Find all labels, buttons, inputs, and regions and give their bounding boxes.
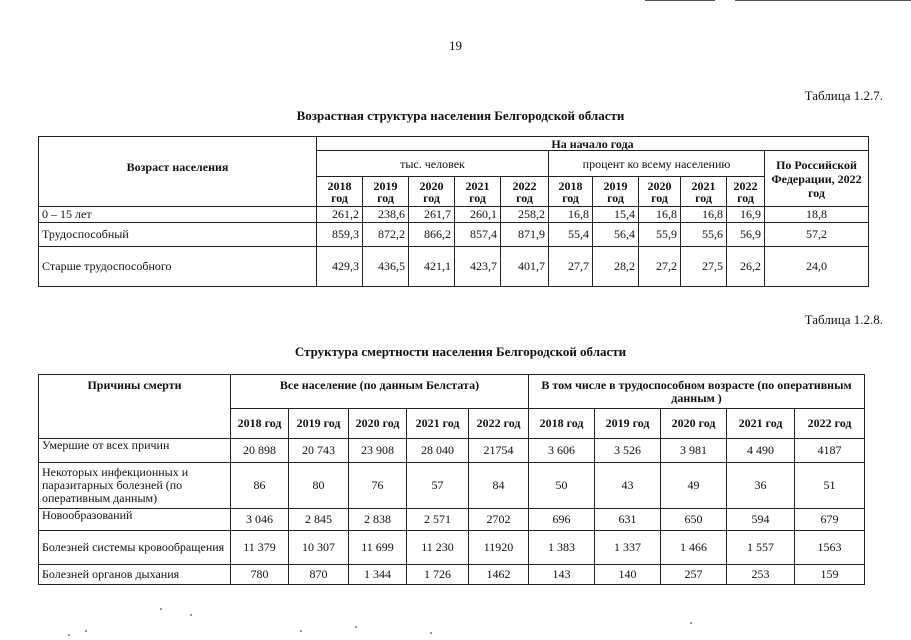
table-cell: 10 307	[289, 531, 349, 565]
table-cell: 631	[595, 509, 661, 531]
year-header: 2021 год	[407, 409, 469, 439]
row-label: Болезней системы кровообращения	[39, 531, 231, 565]
top-rule-left	[645, 0, 715, 1]
table2-caption: Таблица 1.2.8.	[804, 312, 883, 327]
table-cell: 401,7	[501, 247, 549, 287]
table-cell: 872,2	[363, 223, 409, 247]
table-cell: 1563	[795, 531, 865, 565]
table-cell: 2 571	[407, 509, 469, 531]
scan-speck	[68, 634, 70, 636]
table-cell: 238,6	[363, 207, 409, 223]
all-population-header: Все население (по данным Белстата)	[231, 375, 529, 409]
scan-speck	[85, 630, 87, 632]
table-cell: 2 838	[349, 509, 407, 531]
table-cell: 28,2	[593, 247, 639, 287]
table-row	[39, 565, 865, 585]
year-header: 2020 год	[409, 177, 455, 207]
table-cell: 76	[349, 463, 407, 509]
table-cell: 84	[469, 463, 529, 509]
table-cell: 21754	[469, 439, 529, 463]
table-cell: 11920	[469, 531, 529, 565]
table1-title: Возрастная структура населения Белгородской области	[296, 108, 625, 123]
table-cell: 4187	[795, 439, 865, 463]
table-row	[39, 439, 865, 463]
page-number: 19	[449, 38, 462, 53]
table-cell: 43	[595, 463, 661, 509]
year-header: 2022 год	[727, 177, 765, 207]
table-cell: 3 981	[661, 439, 727, 463]
year-header: 2019 год	[593, 177, 639, 207]
table-cell: 36	[727, 463, 795, 509]
year-header: 2018 год	[529, 409, 595, 439]
table-cell: 55,9	[639, 223, 681, 247]
table-cell: 16,8	[639, 207, 681, 223]
rf-header: По Российской Федерации, 2022 год	[765, 151, 869, 207]
table-cell: 253	[727, 565, 795, 585]
year-header: 2021 год	[681, 177, 727, 207]
row-label: Новообразований	[39, 509, 231, 531]
table-cell: 1 344	[349, 565, 407, 585]
period-header: На начало года	[317, 137, 869, 151]
table-cell: 1 383	[529, 531, 595, 565]
age-column-header: Возраст населения	[39, 137, 317, 207]
table-cell: 27,2	[639, 247, 681, 287]
table-cell: 27,7	[549, 247, 593, 287]
table-cell: 16,9	[727, 207, 765, 223]
table-cell: 261,2	[317, 207, 363, 223]
table-cell: 421,1	[409, 247, 455, 287]
table-cell: 20 743	[289, 439, 349, 463]
cause-column-header: Причины смерти	[39, 375, 231, 439]
table-cell: 28 040	[407, 439, 469, 463]
year-header: 2020 год	[639, 177, 681, 207]
table-cell: 55,6	[681, 223, 727, 247]
absolute-group-header: тыс. человек	[317, 151, 549, 177]
age-structure-table	[38, 136, 869, 287]
table-cell: 26,2	[727, 247, 765, 287]
table-cell: 16,8	[681, 207, 727, 223]
scan-speck	[690, 622, 692, 624]
table-cell: 2702	[469, 509, 529, 531]
table-cell: 257	[661, 565, 727, 585]
table-cell: 857,4	[455, 223, 501, 247]
table-row	[39, 509, 865, 531]
year-header: 2019 год	[289, 409, 349, 439]
table-cell: 27,5	[681, 247, 727, 287]
table-cell: 429,3	[317, 247, 363, 287]
mortality-structure-table	[38, 374, 865, 585]
table-cell: 696	[529, 509, 595, 531]
year-header: 2022 год	[501, 177, 549, 207]
table-cell: 51	[795, 463, 865, 509]
working-age-header: В том числе в трудоспособном возрасте (по оперативным данным )	[529, 375, 865, 409]
year-header: 2022 год	[469, 409, 529, 439]
table-cell: 2 845	[289, 509, 349, 531]
year-header: 2018 год	[317, 177, 363, 207]
table-cell: 1 557	[727, 531, 795, 565]
table-cell: 859,3	[317, 223, 363, 247]
table-row	[39, 247, 869, 287]
table-cell: 3 046	[231, 509, 289, 531]
table-cell: 20 898	[231, 439, 289, 463]
table-cell: 4 490	[727, 439, 795, 463]
percent-group-header: процент ко всему населению	[549, 151, 765, 177]
table-cell: 11 699	[349, 531, 407, 565]
table-cell: 780	[231, 565, 289, 585]
table-cell: 679	[795, 509, 865, 531]
scan-speck	[355, 626, 357, 628]
table-cell: 55,4	[549, 223, 593, 247]
table-cell: 650	[661, 509, 727, 531]
table-cell: 11 379	[231, 531, 289, 565]
table-cell: 261,7	[409, 207, 455, 223]
table-cell: 56,9	[727, 223, 765, 247]
table-cell: 56,4	[593, 223, 639, 247]
year-header: 2022 год	[795, 409, 865, 439]
table2-title: Структура смертности населения Белгородской области	[294, 344, 627, 359]
table-cell: 1 466	[661, 531, 727, 565]
year-header: 2020 год	[349, 409, 407, 439]
row-label: Старше трудоспособного	[39, 247, 317, 287]
table-cell: 143	[529, 565, 595, 585]
table-cell: 423,7	[455, 247, 501, 287]
year-header: 2019 год	[363, 177, 409, 207]
year-header: 2018 год	[549, 177, 593, 207]
year-header: 2018 год	[231, 409, 289, 439]
table-cell: 140	[595, 565, 661, 585]
table-cell: 57	[407, 463, 469, 509]
table-cell: 866,2	[409, 223, 455, 247]
table-cell: 57,2	[765, 223, 869, 247]
year-header: 2021 год	[727, 409, 795, 439]
row-label: Умершие от всех причин	[39, 439, 231, 463]
row-label: Болезней органов дыхания	[39, 565, 231, 585]
table-row	[39, 223, 869, 247]
table-cell: 3 606	[529, 439, 595, 463]
scan-speck	[430, 632, 432, 634]
top-rule-right	[735, 0, 911, 1]
table-cell: 80	[289, 463, 349, 509]
row-label: Трудоспособный	[39, 223, 317, 247]
table-cell: 871,9	[501, 223, 549, 247]
row-label: Некоторых инфекционных и паразитарных болезней (по оперативным данным)	[39, 463, 231, 509]
table-cell: 1 726	[407, 565, 469, 585]
table-cell: 260,1	[455, 207, 501, 223]
year-header: 2021 год	[455, 177, 501, 207]
table-cell: 49	[661, 463, 727, 509]
table-cell: 258,2	[501, 207, 549, 223]
table-cell: 159	[795, 565, 865, 585]
table-cell: 16,8	[549, 207, 593, 223]
scan-speck	[300, 630, 302, 632]
table-cell: 23 908	[349, 439, 407, 463]
table-cell: 24,0	[765, 247, 869, 287]
table-cell: 870	[289, 565, 349, 585]
table-cell: 86	[231, 463, 289, 509]
table-cell: 18,8	[765, 207, 869, 223]
year-header: 2020 год	[661, 409, 727, 439]
scan-speck	[160, 608, 162, 610]
table-cell: 50	[529, 463, 595, 509]
table-cell: 436,5	[363, 247, 409, 287]
table-cell: 11 230	[407, 531, 469, 565]
table-cell: 594	[727, 509, 795, 531]
table1-caption: Таблица 1.2.7.	[804, 88, 883, 103]
year-header: 2019 год	[595, 409, 661, 439]
scan-speck	[190, 614, 192, 616]
table-row	[39, 531, 865, 565]
table-row	[39, 463, 865, 509]
table-cell: 1 337	[595, 531, 661, 565]
table-row	[39, 207, 869, 223]
table-cell: 15,4	[593, 207, 639, 223]
row-label: 0 – 15 лет	[39, 207, 317, 223]
table-cell: 3 526	[595, 439, 661, 463]
table-cell: 1462	[469, 565, 529, 585]
